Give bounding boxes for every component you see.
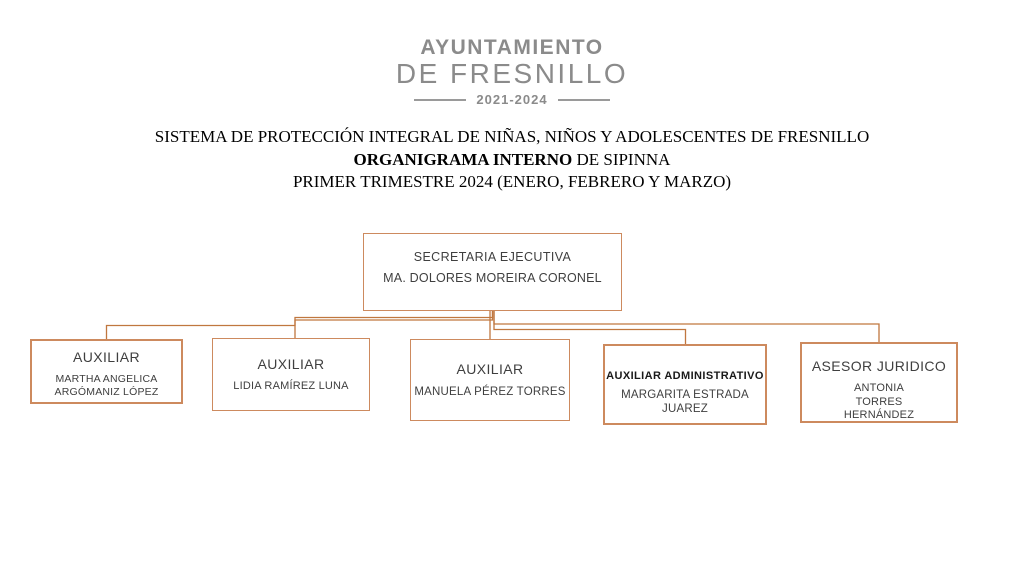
headline-line2-rest: DE SIPINNA (572, 149, 671, 169)
org-box-title: AUXILIAR (73, 349, 140, 365)
org-box-title: SECRETARIA EJECUTIVA (413, 250, 572, 264)
logo-right-dash (558, 99, 610, 101)
ayuntamiento-logo (0, 36, 1024, 107)
org-box-person: MARGARITA ESTRADA JUAREZ (621, 389, 749, 415)
org-box-title: AUXILIAR (257, 356, 325, 372)
org-box-person: MARTHA ANGELICA ARGÓMANIZ LÓPEZ (54, 373, 159, 398)
org-box-person: LIDIA RAMÍREZ LUNA (233, 380, 349, 392)
headline-line2 (0, 149, 1024, 172)
org-box-title: AUXILIAR ADMINISTRATIVO (606, 370, 764, 382)
org-box-asesor-juridico (800, 342, 958, 423)
org-box-person: MANUELA PÉREZ TORRES (414, 386, 566, 398)
org-box-secretaria-ejecutiva (363, 233, 622, 311)
headline-line1: SISTEMA DE PROTECCIÓN INTEGRAL DE NIÑAS, NIÑOS Y ADOLESCENTES DE FRESNILLO (154, 127, 870, 146)
document-headline (0, 126, 1024, 194)
headline-line2-bold: ORGANIGRAMA INTERNO (353, 149, 573, 169)
logo-subtitle: DE FRESNILLO (395, 58, 629, 89)
logo-years-label: 2021-2024 (476, 92, 548, 107)
org-box-auxiliar-3 (410, 339, 570, 421)
logo-title: AYUNTAMIENTO (420, 36, 604, 59)
org-box-title: ASESOR JURIDICO (811, 358, 947, 374)
headline-line3: PRIMER TRIMESTRE 2024 (ENERO, FEBRERO Y MARZO) (292, 172, 732, 191)
logo-years-row (0, 92, 1024, 107)
org-box-title: AUXILIAR (456, 361, 524, 377)
org-box-auxiliar-2 (212, 338, 370, 411)
org-box-auxiliar-administrativo (603, 344, 767, 425)
connector-line-auxiliar-2 (295, 311, 493, 339)
org-box-person: MA. DOLORES MOREIRA CORONEL (383, 271, 602, 285)
logo-left-dash (414, 99, 466, 101)
org-box-auxiliar-1 (30, 339, 183, 404)
org-box-person: ANTONIA TORRES HERNÁNDEZ (843, 382, 915, 421)
connector-line-auxiliar-1 (107, 311, 493, 340)
